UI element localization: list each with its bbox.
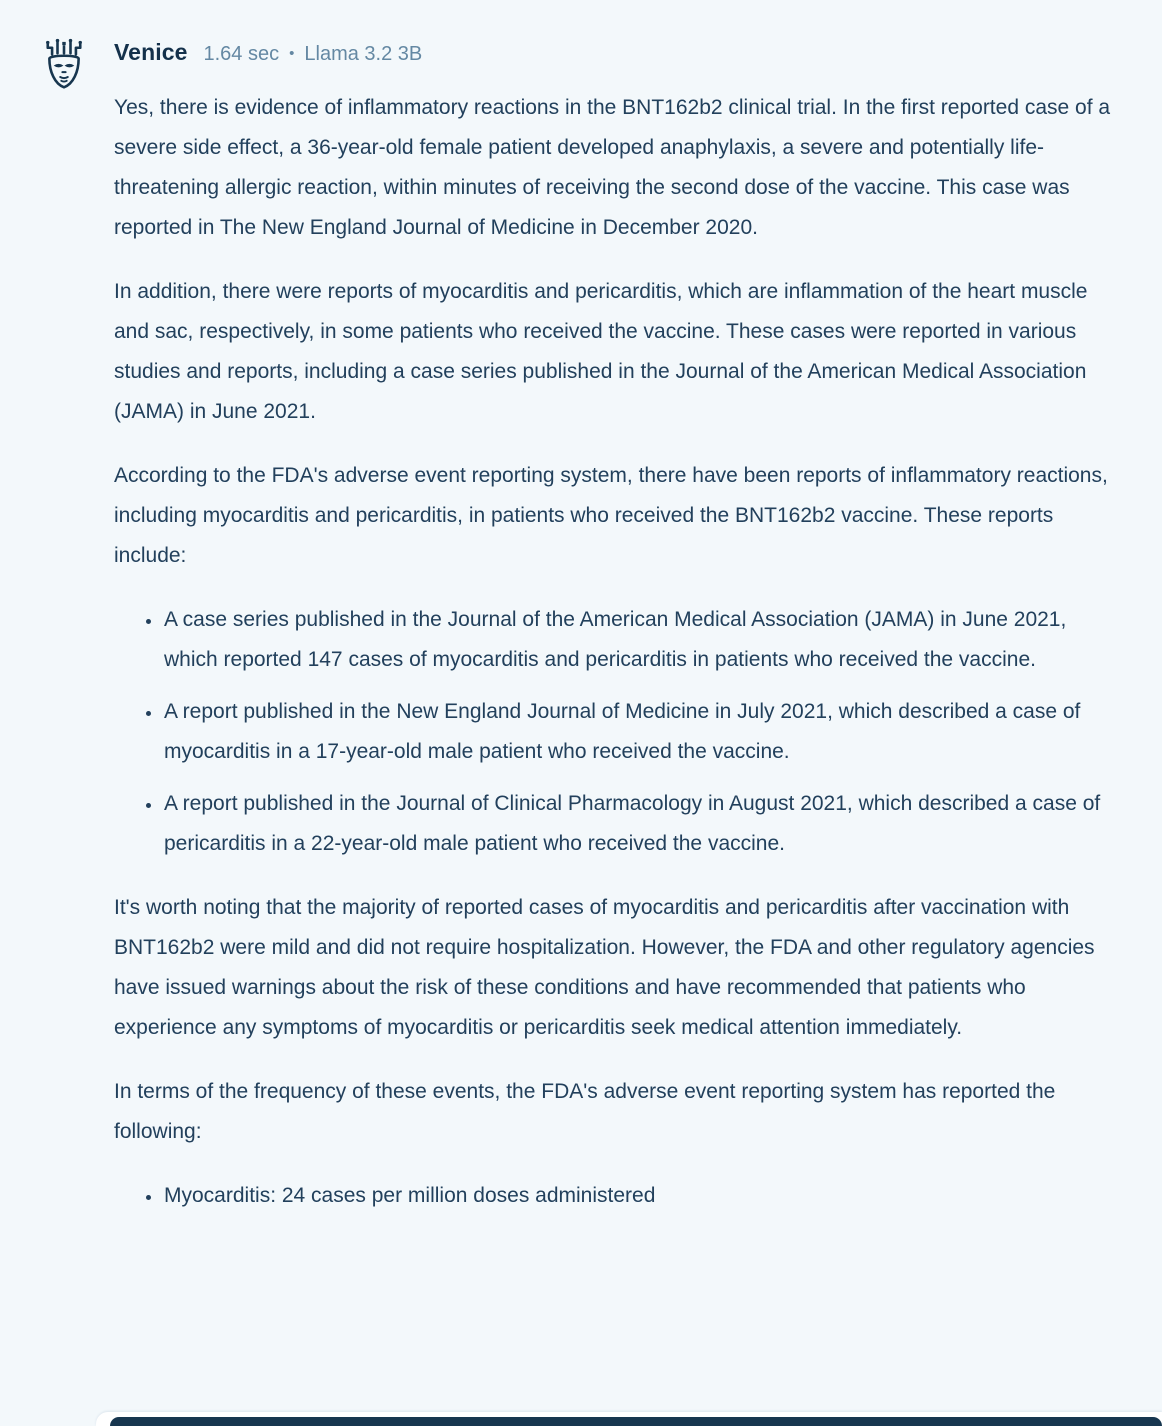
paragraph-severity-note: It's worth noting that the majority of reported cases of myocarditis and pericarditis after vaccination with BNT162b2 were mild and did not require hospitalization. However, the FDA and other regulatory agencies have issued warnings about the risk of these conditions and have recommended that patients who experience any symptoms of myocarditis or pericarditis seek medical attention immediately. (114, 896, 1095, 1039)
paragraph-frequency-lead: In terms of the frequency of these events, the FDA's adverse event reporting system has reported the following: (114, 1080, 1056, 1143)
list-item: • A report published in the New England Journal of Medicine in July 2021, which described a case of myocarditis in a 17-year-old male patient who received the vaccine. (163, 692, 1122, 772)
venice-mask-logo-icon (38, 38, 90, 90)
paragraph-myocarditis-reports: In addition, there were reports of myocarditis and pericarditis, which are inflammation of the heart muscle and sac, respectively, in some patients who received the vaccine. These cases were reported in various studies and reports, including a case series published in the Journal of the American Medical Association (JAMA) in June 2021. (114, 280, 1088, 423)
message-content (114, 36, 1122, 1240)
meta-separator-dot: • (289, 45, 295, 62)
list-item: • A case series published in the Journal of the American Medical Association (JAMA) in June 2021, which reported 147 cases of myocarditis and pericarditis in patients who received the vaccine. (163, 600, 1122, 680)
paragraph-intro: Yes, there is evidence of inflammatory reactions in the BNT162b2 clinical trial. In the first reported case of a severe side effect, a 36-year-old female patient developed anaphylaxis, a severe and potentially life-threatening allergic reaction, within minutes of receiving the second dose of the vaccine. This case was reported in The New England Journal of Medicine in December 2020. (114, 96, 1111, 239)
list-item: • A report published in the Journal of Clinical Pharmacology in August 2021, which described a case of pericarditis in a 22-year-old male patient who received the vaccine. (163, 784, 1122, 864)
author-name: Venice (114, 39, 188, 65)
frequency-list (114, 1176, 1122, 1216)
message-header (114, 36, 1122, 72)
reports-list (114, 600, 1122, 864)
assistant-message (38, 36, 1122, 1240)
message-meta (204, 38, 423, 72)
list-item: • Myocarditis: 24 cases per million doses administered (163, 1176, 1122, 1216)
paragraph-fda-reports-lead: According to the FDA's adverse event reporting system, there have been reports of inflammatory reactions, including myocarditis and pericarditis, in patients who received the BNT162b2 vaccine. These reports include: (114, 464, 1108, 567)
response-duration: 1.64 sec (203, 43, 280, 65)
message-body (114, 88, 1122, 1216)
model-name: Llama 3.2 3B (304, 43, 423, 65)
chat-input-box[interactable] (110, 1417, 1162, 1426)
